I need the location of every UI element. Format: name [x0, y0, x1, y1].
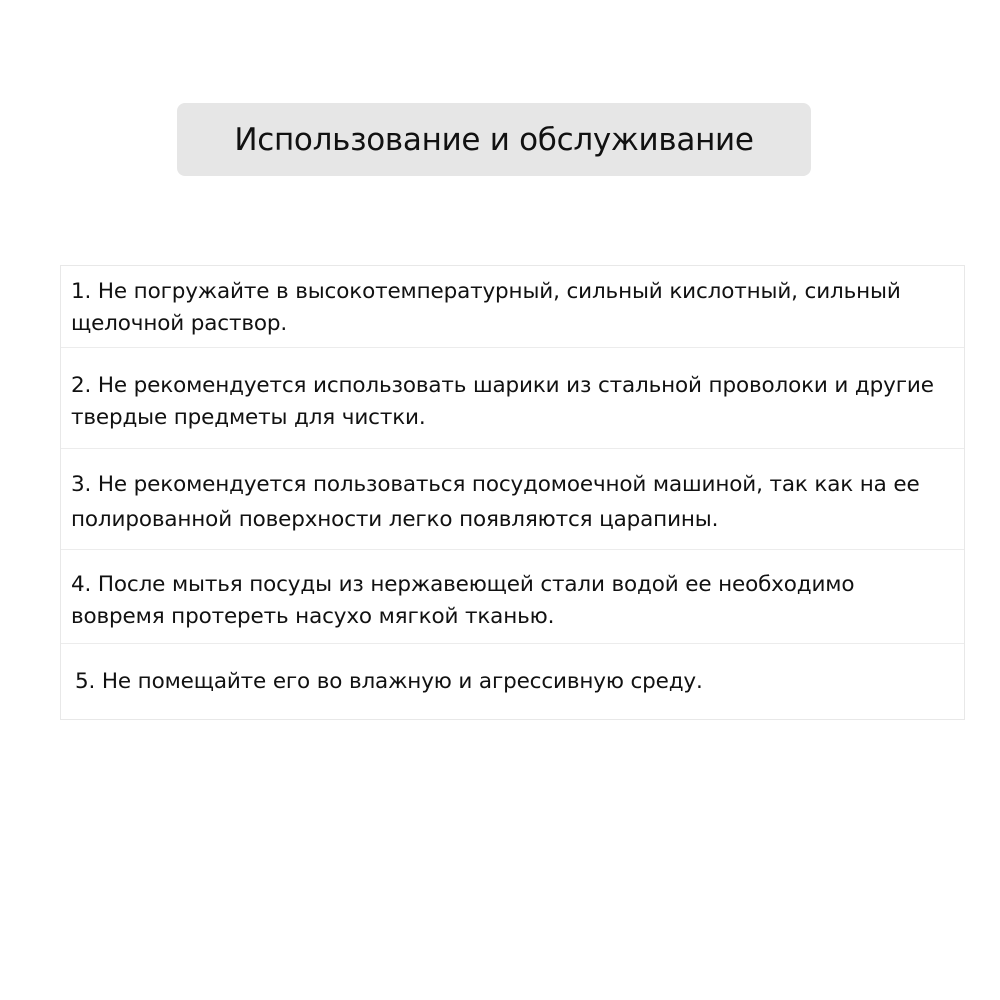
list-item [61, 644, 964, 721]
list-item [61, 550, 964, 644]
list-item [61, 266, 964, 348]
instruction-text-2: 2. Не рекомендуется использовать шарики из стальной проволоки и другие твердые предметы для чистки. [71, 373, 934, 430]
instruction-list [60, 265, 965, 720]
instruction-text-3: 3. Не рекомендуется пользоваться посудомоечной машиной, так как на ее полированной поверхности легко появляются царапины. [71, 472, 920, 532]
list-item [61, 348, 964, 449]
instruction-text-5: 5. Не помещайте его во влажную и агрессивную среду. [75, 669, 703, 694]
page-title-banner [177, 103, 811, 176]
list-item [61, 449, 964, 550]
instruction-text-1: 1. Не погружайте в высокотемпературный, сильный кислотный, сильный щелочной раствор. [71, 279, 901, 336]
page-title: Использование и обслуживание [234, 121, 754, 158]
instruction-text-4: 4. После мытья посуды из нержавеющей стали водой ее необходимо вовремя протереть насухо мягкой тканью. [71, 572, 855, 629]
